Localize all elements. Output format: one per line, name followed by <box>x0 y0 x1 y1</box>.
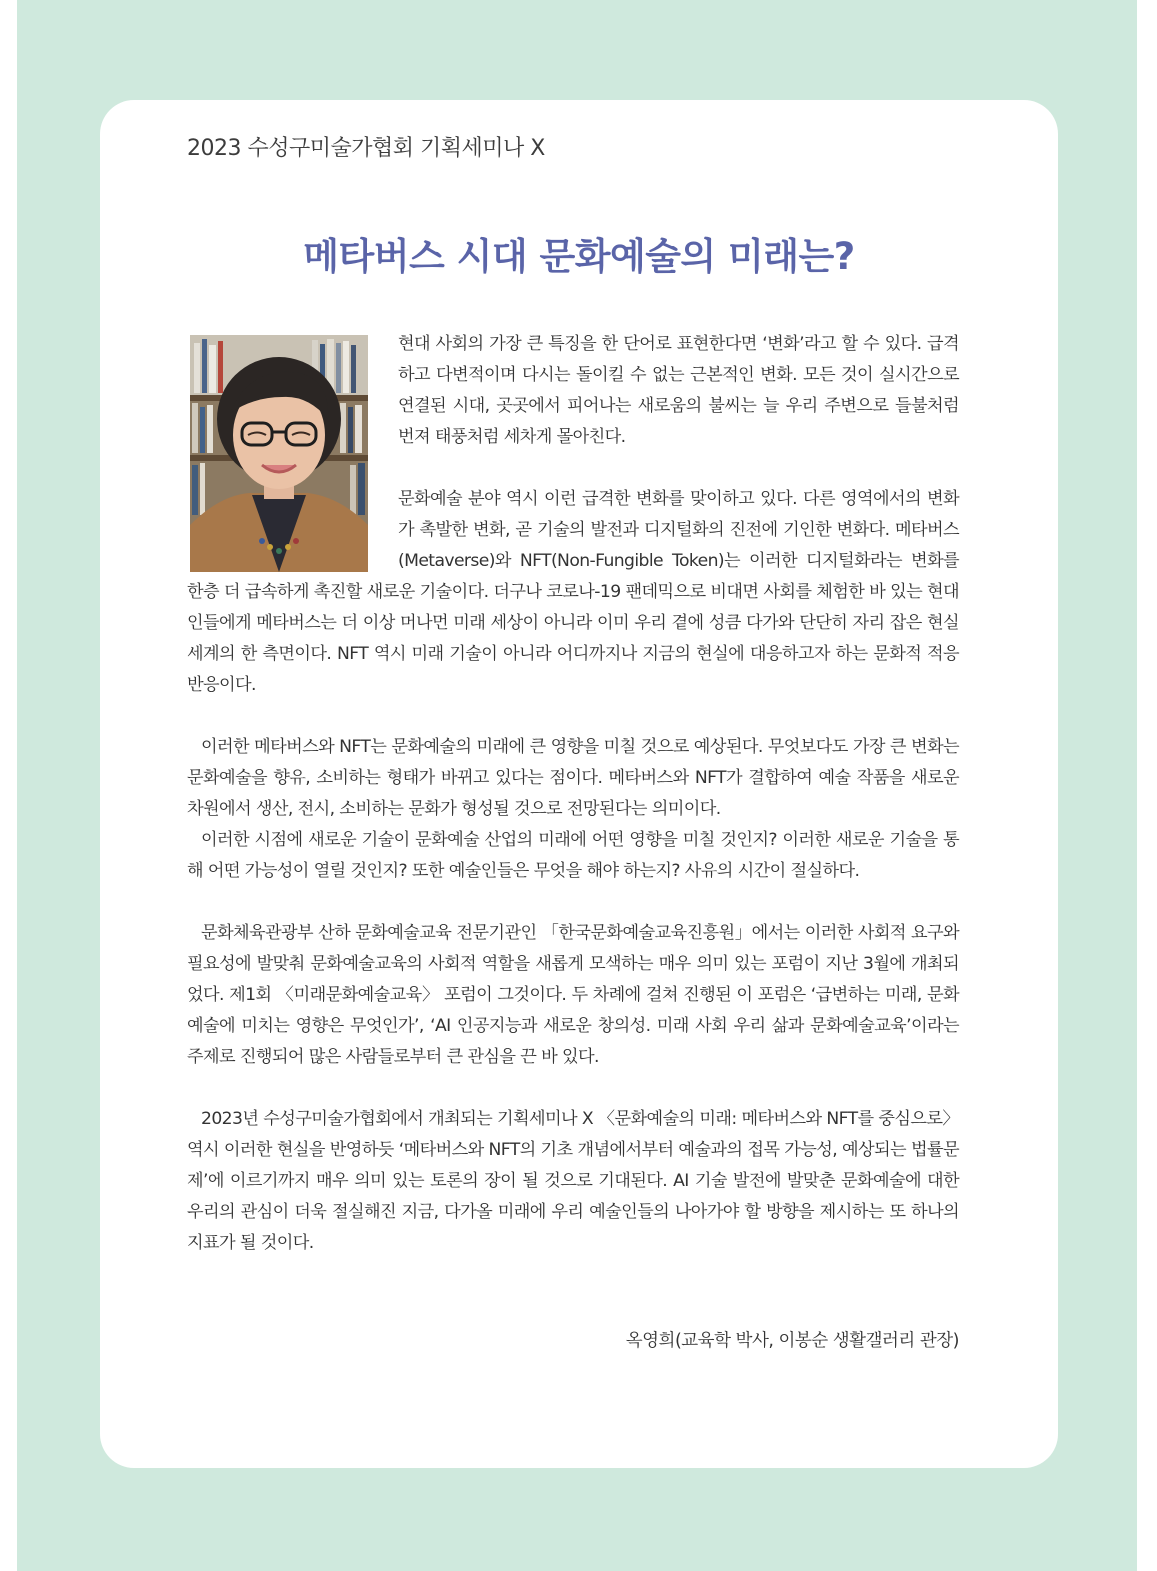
paragraph-1: 현대 사회의 가장 큰 특징을 한 단어로 표현한다면 ‘변화’라고 할 수 있다. 급격하고 다변적이며 다시는 돌이킬 수 없는 근본적인 변화. 모든 것이 실시간으로 연결된 시대, 곳곳에서 피어나는 새로움의 불씨는 늘 우리 주변으로 들불처럼 번져 태풍처럼 세차게 몰아친다. <box>398 334 959 447</box>
paragraph-5-text: 문화체육관광부 산하 문화예술교육 전문기관인 「한국문화예술교육진흥원」에서는 이러한 사회적 요구와 필요성에 발맞춰 문화예술교육의 사회적 역할을 새롭게 모색하는 매우 의미 있는 포럼이 지난 3월에 개최되었다. 제1회 〈미래문화예술교육〉 포럼이 그것이다. 두 차례에 걸쳐 진행된 이 포럼은 ‘급변하는 미래, 문화예술에 미치는 영향은 무엇인가’, ‘AI 인공지능과 새로운 창의성. 미래 사회 우리 삶과 문화예술교육’이라는 주제로 진행되어 많은 사람들로부터 큰 관심을 끈 바 있다. <box>187 923 959 1067</box>
author-portrait-photo <box>190 335 368 572</box>
paragraph-5 <box>187 918 959 1073</box>
portrait-illustration <box>190 335 368 572</box>
series-title: 2023 수성구미술가협회 기획세미나 X <box>187 136 545 161</box>
paragraph-4 <box>187 825 959 887</box>
article-body <box>187 329 959 1259</box>
paragraph-6 <box>187 1104 959 1259</box>
paragraph-6-text: 2023년 수성구미술가협회에서 개최되는 기획세미나 X 〈문화예술의 미래: 메타버스와 NFT를 중심으로〉 역시 이러한 현실을 반영하듯 ‘메타버스와 NFT의 기초 개념에서부터 예술과의 접목 가능성, 예상되는 법률문제’에 이르기까지 매우 의미 있는 토론의 장이 될 것으로 기대된다. AI 기술 발전에 발맞춘 문화예술에 대한 우리의 관심이 더욱 절실해진 지금, 다가올 미래에 우리 예술인들의 나아가야 할 방향을 제시하는 또 하나의 지표가 될 것이다. <box>187 1109 959 1253</box>
paragraph-gap <box>187 887 959 918</box>
paragraph-4-text: 이러한 시점에 새로운 기술이 문화예술 산업의 미래에 어떤 영향을 미칠 것인지? 이러한 새로운 기술을 통해 어떤 가능성이 열릴 것인지? 또한 예술인들은 무엇을 해야 하는지? 사유의 시간이 절실하다. <box>187 830 959 881</box>
paragraph-3 <box>187 732 959 825</box>
paragraph-2: 문화예술 분야 역시 이런 급격한 변화를 맞이하고 있다. 다른 영역에서의 변화가 촉발한 변화, 곧 기술의 발전과 디지털화의 진전에 기인한 변화다. 메타버스(Metaverse)와 NFT(Non-Fungible Token)는 이러한 디지털화라는 변화를 한층 더 급속하게 촉진할 새로운 기술이다. 더구나 코로나-19 팬데믹으로 비대면 사회를 체험한 바 있는 현대인들에게 메타버스는 더 이상 머나먼 미래 세상이 아니라 이미 우리 곁에 성큼 다가와 단단히 자리 잡은 현실 세계의 한 측면이다. NFT 역시 미래 기술이 아니라 어디까지나 지금의 현실에 대응하고자 하는 문화적 적응 반응이다. <box>187 489 959 695</box>
paragraph-gap <box>187 701 959 732</box>
main-title: 메타버스 시대 문화예술의 미래는? <box>303 235 855 278</box>
paragraph-3-text: 이러한 메타버스와 NFT는 문화예술의 미래에 큰 영향을 미칠 것으로 예상된다. 무엇보다도 가장 큰 변화는 문화예술을 향유, 소비하는 형태가 바뀌고 있다는 점이다. 메타버스와 NFT가 결합하여 예술 작품을 새로운 차원에서 생산, 전시, 소비하는 문화가 형성될 것으로 전망된다는 의미이다. <box>187 737 959 819</box>
author-signature: 옥영희(교육학 박사, 이봉순 생활갤러리 관장) <box>625 1331 959 1351</box>
paragraph-gap <box>187 1073 959 1104</box>
